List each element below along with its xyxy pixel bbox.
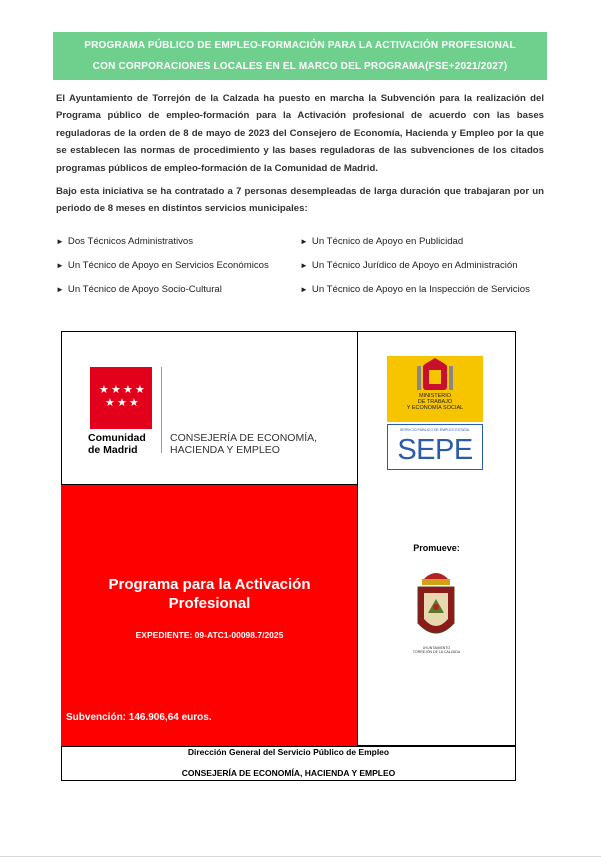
consejeria-footer: CONSEJERÍA DE ECONOMÍA, HACIENDA Y EMPLEO bbox=[181, 768, 396, 778]
ministerio-name: MINISTERIO DE TRABAJO Y ECONOMÍA SOCIAL bbox=[406, 393, 464, 411]
banner-line-1: PROGRAMA PÚBLICO DE EMPLEO-FORMACIÓN PARA LA ACTIVACIÓN PROFESIONAL bbox=[84, 40, 516, 51]
page-bottom-rule bbox=[0, 856, 601, 857]
consejeria-name: CONSEJERÍA DE ECONOMÍA, HACIENDA Y EMPLEO bbox=[170, 432, 318, 456]
arrow-icon: ► bbox=[56, 285, 64, 294]
ayuntamiento-name: AYUNTAMIENTO TORREJÓN DE LA CALZADA bbox=[412, 646, 461, 654]
title-banner bbox=[53, 32, 547, 80]
promueve-label: Promueve: bbox=[413, 543, 460, 553]
sepe-subtitle: SERVICIO PÚBLICO DE EMPLEO ESTATAL bbox=[399, 428, 471, 432]
expediente-number: EXPEDIENTE: 09-ATC1-00098.7/2025 bbox=[135, 630, 284, 640]
intro-paragraph: El Ayuntamiento de Torrejón de la Calzada ha puesto en marcha la Subvención para la realización del Programa público de empleo-formación para la Activación profesional de acuerdo con las bases reguladoras de la orden de 8 de mayo de 2023 del Consejero de Economía, Hacienda y Empleo por la que se establecen las normas de procedimiento y las bases reguladoras de las subvenciones de los citados programas públicos de empleo-formación de la Comunidad de Madrid. bbox=[56, 93, 544, 174]
subvencion-amount: Subvención: 146.906,64 euros. bbox=[66, 712, 212, 723]
ayuntamiento-crest-icon bbox=[414, 563, 458, 645]
comunidad-name: Comunidad de Madrid bbox=[88, 432, 146, 456]
arrow-icon: ► bbox=[300, 285, 308, 294]
list-item: ► Dos Técnicos Administrativos bbox=[56, 236, 194, 247]
arrow-icon: ► bbox=[56, 261, 64, 270]
arrow-icon: ► bbox=[56, 237, 64, 246]
direccion-general: Dirección General del Servicio Público de Empleo bbox=[187, 747, 390, 757]
banner-line-2: CON CORPORACIONES LOCALES EN EL MARCO DEL PROGRAMA(FSE+2021/2027) bbox=[92, 61, 508, 72]
list-item: ► Un Técnico de Apoyo en la Inspección de Servicios bbox=[300, 284, 530, 295]
list-item: ► Un Técnico Jurídico de Apoyo en Administración bbox=[300, 260, 518, 271]
coat-of-arms-icon bbox=[387, 356, 483, 396]
list-item: ► Un Técnico de Apoyo en Servicios Económicos bbox=[56, 260, 269, 271]
hires-paragraph: Bajo esta iniciativa se ha contratado a 7 personas desempleadas de larga duración que trabajaran por un periodo de 8 meses en distintos servicios municipales: bbox=[56, 186, 544, 215]
list-item: ► Un Técnico de Apoyo Socio-Cultural bbox=[56, 284, 222, 295]
arrow-icon: ► bbox=[300, 237, 308, 246]
sepe-wordmark: SEPE bbox=[397, 434, 473, 466]
list-item: ► Un Técnico de Apoyo en Publicidad bbox=[300, 236, 464, 247]
logo-divider bbox=[161, 367, 162, 453]
program-title: Programa para la Activación Profesional bbox=[108, 576, 311, 612]
comunidad-madrid-flag-icon: ★ ★ ★ ★ ★ ★ ★ bbox=[90, 367, 152, 429]
program-red-panel bbox=[61, 485, 358, 746]
ministerio-logo bbox=[387, 356, 483, 422]
arrow-icon: ► bbox=[300, 261, 308, 270]
